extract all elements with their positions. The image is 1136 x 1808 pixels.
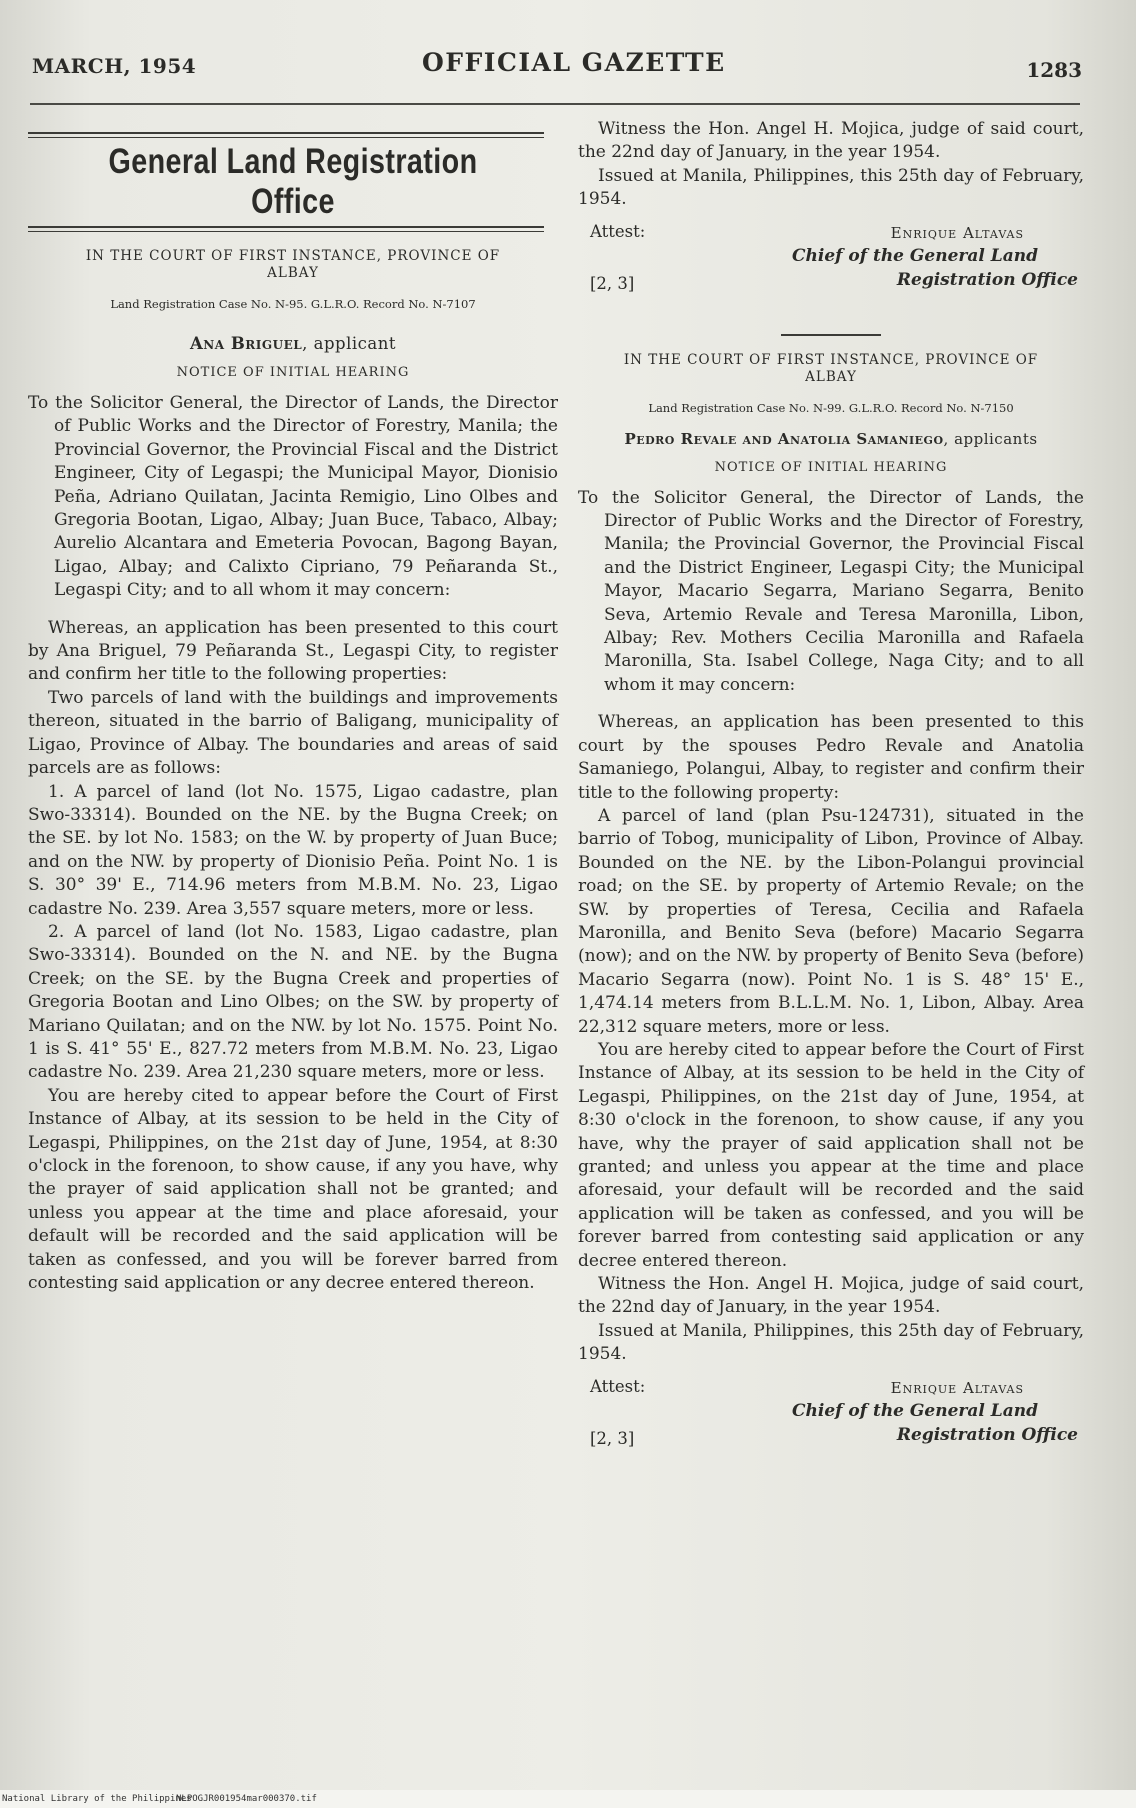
section-heading-block (28, 132, 558, 232)
notice1-signer-title-line2: Registration Office (896, 269, 1078, 290)
scan-footer (0, 1790, 1136, 1808)
notice1-citation: You are hereby cited to appear before the Court of First Instance of Albay, at its session to be held in the City of Legaspi, Philippines, on the 21st day of June, 1954, at 8:30 o'clock in the forenoon, to show cause, if any you have, why the prayer of said application shall not be granted; and unless you appear at the time and place aforesaid, your default will be recorded and the said application will be taken as confessed, and you will be forever barred from contesting said application or any decree entered thereon. (28, 1085, 558, 1294)
header-rule (30, 103, 1080, 105)
notice1-parcel-2: 2. A parcel of land (lot No. 1583, Ligao cadastre, plan Swo-33314). Bounded on the N. and NE. by the Bugna Creek; on the SE. by the Bugna Creek and properties of Gregoria Bootan and Lino Olbes; on the SW. by property of Mariano Quilatan; and on the NW. by lot No. 1575. Point No. 1 is S. 41° 55' E., 827.72 meters from M.B.M. No. 23, Ligao cadastre No. 239. Area 21,230 square meters, more or less. (28, 921, 558, 1083)
notice1-parcels-intro: Two parcels of land with the buildings and improvements thereon, situated in the barrio of Baligang, municipality of Ligao, Province of Albay. The boundaries and areas of said parcels are as follows: (28, 687, 558, 779)
issue-date: MARCH, 1954 (32, 54, 197, 78)
notice1-title: NOTICE OF INITIAL HEARING (176, 365, 410, 380)
notice2-publication-dates: [2, 3] (590, 1428, 635, 1448)
notice2-address: To the Solicitor General, the Director of Lands, the Director of Public Works and the Director of Forestry, Manila; the Provincial Governor, the Provincial Fiscal and the District Engineer, Legaspi City; the Municipal Mayor, Macario Segarra, Mariano Segarra, Benito Seva, Artemio Revale and Teresa Maronilla, Libon, Albay; Rev. Mothers Cecilia Maronilla and Rafaela Maronilla, Sta. Isabel College, Naga City; and to all whom it may concern: (578, 487, 1084, 695)
notice1-issued: Issued at Manila, Philippines, this 25th day of February, 1954. (578, 165, 1084, 210)
notice1-whereas: Whereas, an application has been presented to this court by Ana Briguel, 79 Peñaranda St., Legaspi City, to register and confirm her title to the following properties: (28, 617, 558, 685)
notice2-court: IN THE COURT OF FIRST INSTANCE, PROVINCE OF ALBAY (623, 351, 1039, 385)
notice-divider (781, 334, 881, 336)
left-column (28, 120, 558, 1295)
notice1-parcel-1: 1. A parcel of land (lot No. 1575, Ligao cadastre, plan Swo-33314). Bounded on the NE. by the Bugna Creek; on the SE. by lot No. 1583; on the W. by property of Juan Buce; and on the NW. by property of Dionisio Peña. Point No. 1 is S. 30° 39' E., 714.96 meters from M.B.M. No. 23, Ligao cadastre No. 239. Area 3,557 square meters, more or less. (28, 781, 558, 919)
heading-rule-bottom (28, 226, 544, 232)
notice2-citation: You are hereby cited to appear before the Court of First Instance of Albay, at its session to be held in the City of Legaspi, Philippines, on the 21st day of June, 1954, at 8:30 o'clock in the forenoon, to show cause, if any you have, why the prayer of said application shall not be granted; and unless you appear at the time and place aforesaid, your default will be recorded and the said application will be taken as confessed, and you will be forever barred from contesting said application or any decree entered thereon. (578, 1039, 1084, 1271)
publication-title: OFFICIAL GAZETTE (422, 48, 726, 77)
notice1-attestation (578, 222, 1084, 322)
notice2-case-number: Land Registration Case No. N-99. G.L.R.O. Record No. N-7150 (648, 400, 1014, 415)
heading-rule-top (28, 132, 544, 138)
right-column (578, 118, 1084, 1477)
notice1-signer-title-line1: Chief of the General Land (792, 245, 1038, 266)
footer-filename: NLPOGJR001954mar000370.tif (176, 1794, 317, 1804)
notice1-signer: Enrique Altavas (890, 223, 1024, 242)
notice1-witness: Witness the Hon. Angel H. Mojica, judge of said court, the 22nd day of January, in the year 1954. (578, 119, 1084, 163)
notice1-case-number: Land Registration Case No. N-95. G.L.R.O. Record No. N-7107 (110, 297, 476, 311)
notice2-attestation (578, 1377, 1084, 1477)
section-heading: General Land Registration Office (108, 142, 478, 221)
notice2-issued: Issued at Manila, Philippines, this 25th day of February, 1954. (578, 1320, 1084, 1365)
notice2-title: NOTICE OF INITIAL HEARING (714, 459, 948, 475)
notice2-signer: Enrique Altavas (890, 1378, 1024, 1397)
notice2-whereas: Whereas, an application has been presented to this court by the spouses Pedro Revale and Anatolia Samaniego, Polangui, Albay, to register and confirm their title to the following property: (578, 712, 1084, 803)
notice1-court: IN THE COURT OF FIRST INSTANCE, PROVINCE OF ALBAY (85, 248, 501, 281)
notice2-signer-title-line2: Registration Office (896, 1424, 1078, 1445)
page-header (32, 48, 1082, 88)
notice1-applicant-suffix: , applicant (302, 334, 396, 353)
page-number: 1283 (1026, 58, 1082, 82)
notice1-applicant-name: Ana Briguel (190, 334, 303, 353)
notice2-applicant-suffix: , applicants (943, 429, 1038, 448)
notice2-attest-label: Attest: (590, 1376, 646, 1396)
notice1-applicant (28, 334, 558, 353)
notice1-address: To the Solicitor General, the Director of Lands, the Director of Public Works and the Director of Forestry, Manila; the Provincial Governor, the Provincial Fiscal and the District Engineer, City of Legaspi; the Municipal Mayor, Dionisio Peña, Adriano Quilatan, Jacinta Remigio, Lino Olbes and Gregoria Bootan, Ligao, Albay; Juan Buce, Tabaco, Albay; Aurelio Alcantara and Emeteria Povocan, Bagong Bayan, Ligao, Albay; and Calixto Cipriano, 79 Peñaranda St., Legaspi City; and to all whom it may concern: (28, 393, 558, 601)
notice2-signer-title-line1: Chief of the General Land (792, 1400, 1038, 1421)
notice2-applicant-names: Pedro Revale and Anatolia Samaniego (624, 429, 944, 448)
notice2-parcel: A parcel of land (plan Psu-124731), situated in the barrio of Tobog, municipality of Libon, Province of Albay. Bounded on the NE. by the Libon-Polangui provincial road; on the SE. by property of Artemio Revale; on the SW. by properties of Teresa, Cecilia and Rafaela Maronilla, and Benito Seva (before) Macario Segarra (now); and on the NW. by property of Benito Seva (before) Macario Segarra (now). Point No. 1 is S. 48° 15' E., 1,474.14 meters from B.L.L.M. No. 1, Libon, Albay. Area 22,312 square meters, more or less. (578, 805, 1084, 1037)
notice1-attest-label: Attest: (590, 221, 646, 241)
footer-library: National Library of the Philippines (2, 1794, 192, 1804)
notice2-witness: Witness the Hon. Angel H. Mojica, judge of said court, the 22nd day of January, in the year 1954. (578, 1274, 1084, 1318)
notice2-applicants (578, 430, 1084, 448)
notice1-publication-dates: [2, 3] (590, 273, 635, 293)
